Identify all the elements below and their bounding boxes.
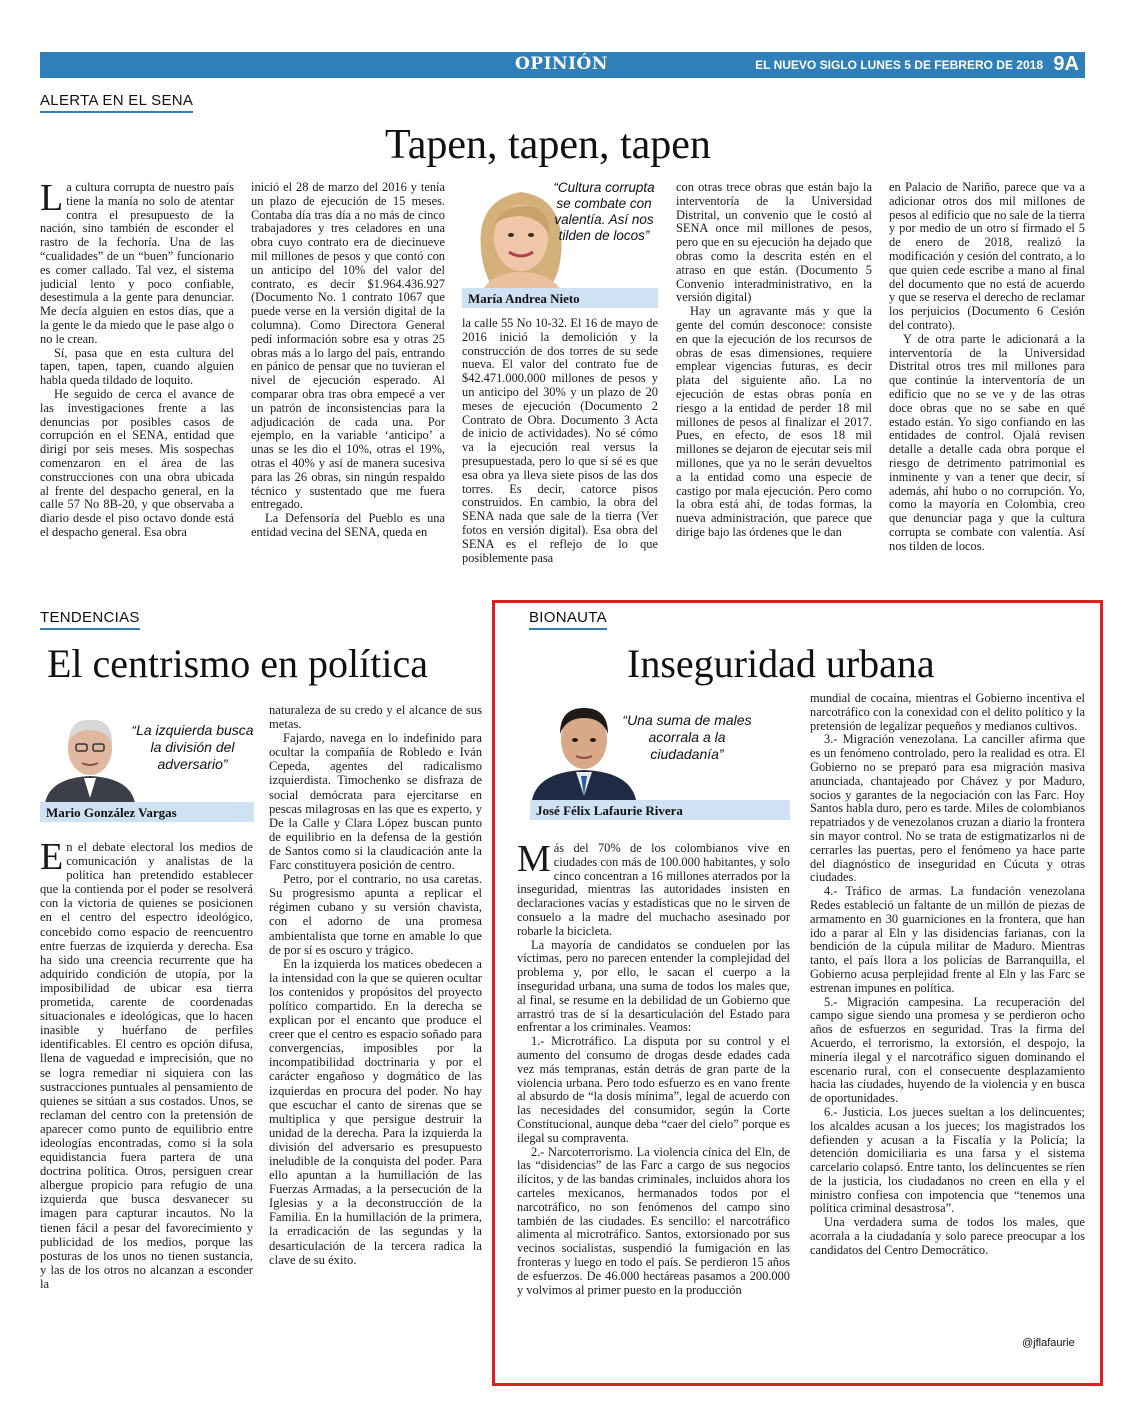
article3-paragraph: Una verdadera suma de todos los males, que acorrala a la ciudadanía y solo parece preocupar a los candidatos del Centro Democrático. <box>810 1215 1085 1257</box>
article1-paragraph: Sí, pasa que en esta cultura del tapen, tapen, tapen, cuando alguien habla queda tildado de loquito. <box>40 345 234 388</box>
article2-headline: El centrismo en política <box>47 641 428 686</box>
article3-paragraph: 3.- Migración venezolana. La canciller afirma que es un fenómeno controlado, pero la realidad es otra. El Gobierno no se preparó para esa migración masiva anunciada, chantajeado por Chávez y por Maduro, socios y garantes de la negociación con las Farc. Hoy Santos habla duro, pero es tarde. Miles de colombianos repatriados y de venezolanos cruzan a diario la frontera sin mayor control. No se trata de estigmatizarlos ni de cerrarles las puertas, pero el fenómeno ya hace parte del diagnóstico de inseguridad en Cúcuta y otras ciudades. <box>810 732 1085 885</box>
article3-paragraph: 1.- Microtráfico. La disputa por su control y el aumento del consumo de drogas desde edades cada vez más tempranas, están detrás de gran parte de la violencia urbana. Pero todo esfuerzo es en vano frente al absurdo de “la dosis mínima”, legal de acuerdo con las necesidades del consumidor, según la Corte Constitucional, aunque deba “caer del cielo” porque es ilegal su compraventa. <box>517 1034 790 1145</box>
article1-paragraph: en Palacio de Nariño, parece que va a adicionar otros dos mil millones de pesos al edificio que no sale de la tierra y por medio de un otro sí firmado el 5 de enero de 2018, realizó la modificación y cesión del contrato, a lo que quien cede escribe a mano al final del documento que no está de acuerdo y que se reserva el derecho de reclamar los perjuicios (Documento 6 Cesión del contrato). <box>889 181 1085 332</box>
author-twitter-handle: @jflafaurie <box>1022 1337 1075 1349</box>
article1-author-byline: María Andrea Nieto <box>462 288 658 308</box>
article3-column-1 <box>517 842 790 1352</box>
drop-cap: L <box>40 181 64 219</box>
article1-paragraph: la calle 55 No 10-32. El 16 de mayo de 2016 inició la demolición y la construcción de dos torres de su sede nueva. El valor del contrato fue de $42.471.000.000 millones de pesos y un anticipo del 30% y un plazo de 20 meses de ejecución (Documento 2 Contrato de Obra. Documento 3 Acta de inicio de actividades). No sé cómo va la ejecución real versus la presupuestada, pero lo que sí sé es que esa obra ya lleva siete pisos de las dos torres. Es decir, catorce pisos construidos. En cambio, la obra del SENA nada que sale de la tierra (Ver fotos en versión digital). Esa obra del SENA es el reflejo de lo que posiblemente pasa <box>462 317 658 565</box>
article2-paragraph: naturaleza de su credo y el alcance de sus metas. <box>269 703 482 732</box>
article2-column-1 <box>40 840 253 1352</box>
article1-kicker: ALERTA EN EL SENA <box>40 92 193 113</box>
article1-paragraph: Hay un agravante más y que la gente del común desconoce: consiste en que la ejecución de los recursos de obras de esas dimensiones, requiere emplear vigencias futuras, es decir plata del siguiente año. La no ejecución de estas obras ponía en riesgo a la entidad de perder 18 mil millones de pesos al finalizar el 2017. Pues, en efecto, de esos 18 mil millones se dejaron de ejecutar seis mil millones, que ya no le serán devueltos a la entidad como una especie de castigo por mala ejecución. Pero como la obra está ahí, de todas formas, la nueva administración, que parece que dirige bajo las órdenes que le dan <box>676 304 872 539</box>
article3-paragraph: Más del 70% de los colombianos vive en ciudades con más de 100.000 habitantes, y solo cinco concentran a 16 millones aterrados por la inseguridad, mientras las autoridades insisten en declaraciones vacías y estadísticas que no le sirven de consuelo a la madre del muchacho asesinado por robarle la bicicleta. <box>517 842 790 938</box>
article1-paragraph: La cultura corrupta de nuestro país tiene la manía no solo de atentar contra el presupuesto de la nación, sino también de esconder el rastro de la fechoría. Una de las “cualidades” de un “buen” funcionario es comer callado. Tal vez, el sistema judicial lento y poco confiable, desestimula a la gente para denunciar. Me decía alguien en estos días, que a la gente le da miedo que le pase algo o no le crean. <box>40 181 234 346</box>
article1-paragraph: La Defensoría del Pueblo es una entidad vecina del SENA, queda en <box>251 511 445 539</box>
article3-column-2 <box>810 692 1085 1332</box>
article3-headline: Inseguridad urbana <box>627 641 935 686</box>
article2-paragraph: En el debate electoral los medios de comunicación y analistas de la política han pretendido establecer que la contienda por el poder se resolverá con la victoria de quienes se posicionen en el centro del espectro ideológico, concebido como espacio de reencuentro entre fuerzas de izquierda y derecha. Esa ha sido una creencia recurrente que ha adquirido condición de utopía, por la imposibilidad de ubicar esa tierra prometida, carente de coordenadas situacionales e ideológicas, que lo hacen inasible y huérfano de perfiles identificables. El centro es opción difusa, llena de vaguedad e imprecisión, que no se logra remediar ni siquiera con las sustracciones puntuales al pensamiento de quienes se sitúan a sus costados. Unos, se reclaman del centro con la pretensión de aparecer como punto de equilibrio entre ideologías encontradas, como si la sola equidistancia fuera partera de una doctrina política. Otros, persiguen crear albergue propicio para refugio de una izquierda que busca desvanecer su imagen para capturar incautos. No la tienen fácil a pesar del favorecimiento y publicidad de los medios, porque las posturas de los unos no tienen sustancia, y las de los otros no alcanzan a esconder la <box>40 840 253 1291</box>
article1-pull-quote: “Cultura corrupta se combate con valentía. Así nos tilden de locos” <box>553 180 655 243</box>
newspaper-date: EL NUEVO SIGLO LUNES 5 DE FEBRERO DE 2018 <box>755 58 1043 72</box>
article2-pull-quote: “La izquierda busca la división del adversario” <box>131 722 254 772</box>
article2-paragraph: En la izquierda los matices obedecen a la intensidad con la que se quieren ocultar los contenidos y propósitos del proyecto político compartido. En la derecha se explican por el encanto que produce el creer que el centro es espacio soñado para convergencias, imposibles por la incompatibilidad doctrinaria y por el carácter engañoso y dogmático de las izquierdas en procura del poder. No hay que escuchar el canto de sirenas que se multiplica y que persigue destruir la unidad de la derecha. Para la izquierda la división del adversario es presupuesto ineludible de la conquista del poder. Para ello apuntan a la humillación de las Fuerzas Armadas, a la persecución de la Iglesias y a la deconstrucción de la Familia. En la humillación de la primera, la erradicación de las segundas y la desarticulación de la tercera radica la clave de su éxito. <box>269 956 482 1267</box>
article2-author-byline: Mario González Vargas <box>40 802 254 822</box>
drop-cap: M <box>517 842 551 880</box>
article1-column-2 <box>251 181 445 587</box>
page-number: 9A <box>1053 53 1079 75</box>
article1-paragraph: inició el 28 de marzo del 2016 y tenía un plazo de ejecución de 15 meses. Contaba día tras día a no más de cinco trabajadores y tres celadores en una obra cuyo contrato era de diecinueve mil millones de pesos y que contó con un anticipo del 10% del valor del contrato, es decir $1.964.436.927 (Documento No. 1 contrato 1067 que puede verse en la versión digital de la columna). Como Directora General pedí información sobre esa y otras 25 obras más a lo largo del país, entrando en pánico de pensar que no tuvieran el nivel de ejecución esperado. Al comparar obra tras obra empecé a ver un patrón de inconsistencias para la adjudicación de cada una. Por ejemplo, en la variable ‘anticipo’ a unas se les dio el 10%, otras el 19%, otras el 40% y así de manera sucesiva para las 26 obras, sin ningún respaldo técnico y sustentado que me fuera entregado. <box>251 181 445 512</box>
article2-kicker: TENDENCIAS <box>40 609 140 630</box>
article3-author-byline: José Félix Lafaurie Rivera <box>530 800 790 820</box>
article2-paragraph: Fajardo, navega en lo indefinido para ocultar la compañía de Robledo e Iván Cepeda, agentes del radicalismo izquierdista. Timochenko se disfraza de social demócrata para ejercitarse en pescas milagrosas en las que es experto, y De la Calle y Clara López buscan punto de equilibrio en la defensa de la gestión de Santos como si la claudicación ante la Farc constituyera posición de centro. <box>269 731 482 873</box>
article2-column-2 <box>269 703 482 1352</box>
article3-paragraph: 5.- Migración campesina. La recuperación del campo sigue siendo una promesa y se perdieron ocho años de esfuerzos en seguridad. Tras la firma del Acuerdo, el terrorismo, la extorsión, el despojo, la minería ilegal y el narcotráfico siguen dominando el escenario rural, con el consecuente desplazamiento hacia las ciudades, huyendo de la violencia y en busca de oportunidades. <box>810 994 1085 1106</box>
article1-column-4 <box>676 181 872 587</box>
article1-column-1 <box>40 181 234 587</box>
article3-paragraph: La mayoría de candidatos se conduelen por las víctimas, pero no parecen entender la complejidad del problema y, por ello, le sacan el cuerpo a la inseguridad urbana, una suma de todos los males que, al final, se resume en la debilidad de un Gobierno que arrastró tras de sí la desarticulación del Estado para enfrentar a los criminales. Veamos: <box>517 937 790 1035</box>
drop-cap: E <box>40 840 64 878</box>
page-header-bar <box>40 52 1085 78</box>
section-title: OPINIÓN <box>515 54 608 74</box>
article1-paragraph: He seguido de cerca el avance de las investigaciones frente a las denuncias por posibles casos de corrupción en el SENA, entidad que dirigí por seis meses. Mis sospechas comenzaron en el área de las construcciones con una obra ubicada al frente del despacho general, en la calle 57 No 8B-20, y que observaba a diario desde el piso octavo donde está el despacho general. Esa obra <box>40 386 234 539</box>
article3-paragraph: 2.- Narcoterrorismo. La violencia cínica del Eln, de las “disidencias” de las Farc a cargo de sus negocios ilícitos, y de las bandas criminales, incluidos ahora los carteles mexicanos, hermanados todos por el narcotráfico, no son fenómenos del campo sino también de las ciudades. Es sencillo: el narcotráfico alimenta al microtráfico. Santos, extorsionado por sus vecinos socialistas, suspendió la fumigación en las fronteras y luego en todo el país. Se perdieron 15 años de esfuerzos. De 46.000 hectáreas pasamos a 200.000 y volvimos al primer puesto en la producción <box>517 1144 790 1297</box>
author-photo-mario-gonzalez-vargas <box>40 708 140 803</box>
article3-kicker: BIONAUTA <box>529 609 607 630</box>
article3-paragraph: 6.- Justicia. Los jueces sueltan a los delincuentes; los alcaldes acusan a los jueces; los magistrados los defienden y acusan a la Fiscalía y la Policía; la detención domiciliaria es una farsa y el sistema carcelario colapsó. Entre tanto, los delincuentes se ríen de la justicia, los ciudadanos no creen en ella y el ministro confiesa con impotencia que “tenemos una política criminal desastrosa”. <box>810 1104 1085 1216</box>
article1-column-3 <box>462 317 658 587</box>
article1-paragraph: Y de otra parte le adicionará a la interventoría de la Universidad Distrital otros tres mil millones para que continúe la interventoría de un edificio que no se ve y de las otras doce obras que no se sabe en qué estado están. Yo sigo confiando en las entidades de control. Ojalá revisen detalle a detalle cada obra porque el riesgo de detrimento patrimonial es inminente y van a tener que decir, sí además, ahí hubo o no corrupción. Yo, como la mayoría en Colombia, creo que denunciar paga y que la cultura corrupta se combate con valentía. Así nos tilden de locos. <box>889 331 1085 553</box>
article3-paragraph: mundial de cocaína, mientras el Gobierno incentiva el narcotráfico con la conexidad con el delito político y la pretensión de legalizar pequeños y medianos cultivos. <box>810 692 1085 733</box>
article1-column-5 <box>889 181 1085 587</box>
article3-paragraph: 4.- Tráfico de armas. La fundación venezolana Redes estableció un faltante de un millón de piezas de armamento en 30 guarniciones en la frontera, que han ido a parar al Eln y las disidencias farianas, con la bendición de la cúpula militar de Maduro. Mientras tanto, el país llora a los policías de Barranquilla, el Gobierno acusa perplejidad frente al Eln y las Farc se estrenan impunes en política. <box>810 884 1085 995</box>
article1-paragraph: con otras trece obras que están bajo la interventoría de la Universidad Distrital, un convenio que le costó al SENA once mil millones de pesos, pero que en su ejecución ha dejado que obras como la descrita estén en el atraso en que están. (Documento 5 Convenio interadministrativo, en la versión digital) <box>676 181 872 305</box>
article1-headline: Tapen, tapen, tapen <box>385 122 711 168</box>
article3-pull-quote: “Una suma de males acorrala a la ciudadanía” <box>622 712 752 762</box>
article2-paragraph: Petro, por el contrario, no usa caretas. Su progresismo apunta a replicar el régimen cubano y su versión chavista, con el adorno de una promesa ambientalista que torne en amable lo que de por sí es oscuro y trágico. <box>269 872 482 957</box>
